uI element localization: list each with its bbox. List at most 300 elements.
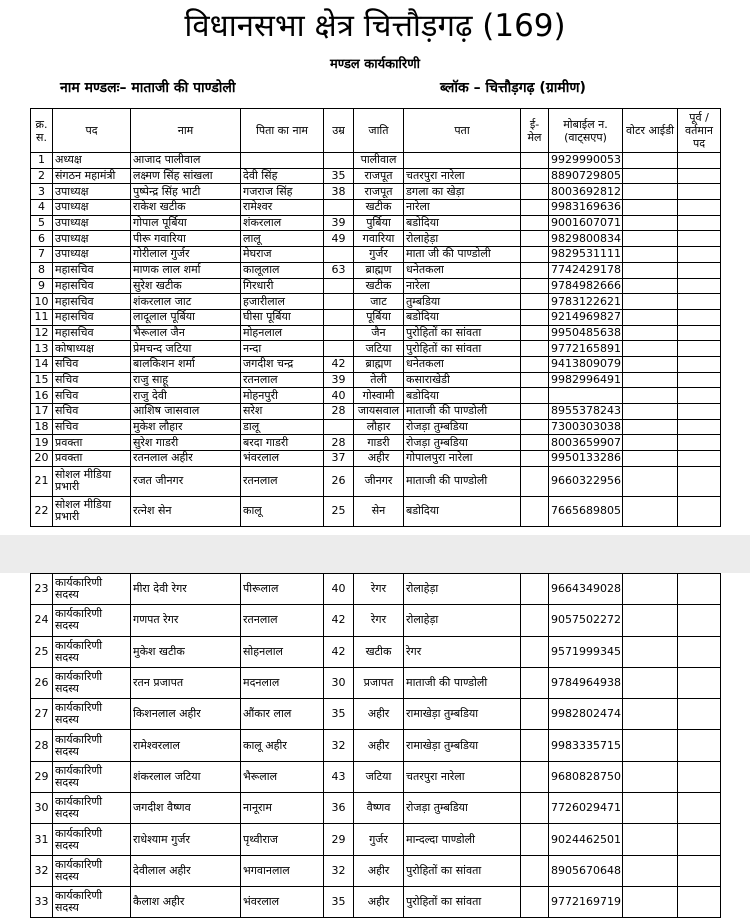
cell-pad: कोषाध्यक्ष — [53, 341, 131, 357]
cell-pad: उपाध्यक्ष — [53, 231, 131, 247]
cell-pita: डालू — [241, 419, 324, 435]
table-row — [31, 404, 721, 420]
cell-voter — [623, 215, 678, 231]
cell-mobile: 9950133286 — [549, 451, 623, 467]
cell-mobile: 9413809079 — [549, 356, 623, 372]
cell-umra — [324, 419, 354, 435]
cell-sno: 16 — [31, 388, 53, 404]
cell-naam: मीरा देवी रेगर — [131, 574, 241, 605]
cell-pita: कालू अहीर — [241, 730, 324, 761]
cell-pata: रोजड़ा तुम्बडिया — [404, 419, 521, 435]
page-subtitle: मण्डल कार्यकारिणी — [330, 57, 420, 72]
cell-purv — [678, 247, 721, 263]
cell-sno: 21 — [31, 466, 53, 496]
cell-purv — [678, 496, 721, 526]
cell-umra — [324, 294, 354, 310]
cell-umra: 39 — [324, 215, 354, 231]
cell-pata: चतरपुरा नारेला — [404, 761, 521, 792]
cell-pata: कसाराखेडी — [404, 372, 521, 388]
cell-umra: 35 — [324, 886, 354, 917]
cell-naam: सुरेश खटीक — [131, 278, 241, 294]
table-row — [31, 231, 721, 247]
table-row — [31, 168, 721, 184]
table-row — [31, 356, 721, 372]
page-title: विधानसभा क्षेत्र चित्तौड़गढ़ (169) — [184, 8, 566, 44]
cell-sno: 20 — [31, 451, 53, 467]
cell-sno: 9 — [31, 278, 53, 294]
cell-sno: 25 — [31, 636, 53, 667]
cell-email — [521, 855, 549, 886]
table-row — [31, 215, 721, 231]
col-jati: जाति — [354, 109, 404, 153]
cell-sno: 6 — [31, 231, 53, 247]
cell-jati: सेन — [354, 496, 404, 526]
cell-umra: 32 — [324, 855, 354, 886]
cell-voter — [623, 388, 678, 404]
cell-mobile: 7726029471 — [549, 793, 623, 824]
cell-pad: कार्यकारिणी सदस्य — [53, 574, 131, 605]
cell-naam: रजत जीनगर — [131, 466, 241, 496]
table-row — [31, 496, 721, 526]
cell-umra — [324, 247, 354, 263]
cell-pad: उपाध्यक्ष — [53, 184, 131, 200]
cell-email — [521, 419, 549, 435]
cell-pita: कालू — [241, 496, 324, 526]
cell-pita: भंवरलाल — [241, 451, 324, 467]
page-break — [0, 535, 750, 573]
cell-mobile: 9660322956 — [549, 466, 623, 496]
cell-mobile: 9950485638 — [549, 325, 623, 341]
cell-pita: कालूलाल — [241, 262, 324, 278]
cell-purv — [678, 730, 721, 761]
table-row — [31, 730, 721, 761]
cell-email — [521, 667, 549, 698]
table-row — [31, 309, 721, 325]
cell-mobile: 9983169636 — [549, 200, 623, 216]
cell-voter — [623, 404, 678, 420]
cell-mobile: 9571999345 — [549, 636, 623, 667]
cell-naam: भैरूलाल जैन — [131, 325, 241, 341]
cell-voter — [623, 294, 678, 310]
cell-jati: जाट — [354, 294, 404, 310]
cell-pita: रतनलाल — [241, 605, 324, 636]
cell-umra: 39 — [324, 372, 354, 388]
cell-voter — [623, 451, 678, 467]
col-naam: नाम — [131, 109, 241, 153]
cell-pita: देवी सिंह — [241, 168, 324, 184]
block-name: ब्लॉक – चित्तौड़गढ़ (ग्रामीण) — [440, 80, 586, 96]
cell-jati: पुर्बिया — [354, 215, 404, 231]
cell-pita: लालू — [241, 231, 324, 247]
cell-email — [521, 168, 549, 184]
cell-mobile: 9664349028 — [549, 574, 623, 605]
cell-umra — [324, 341, 354, 357]
cell-pata: धनेतकला — [404, 356, 521, 372]
cell-naam: प्रेमचन्द जटिया — [131, 341, 241, 357]
cell-pad: कार्यकारिणी सदस्य — [53, 667, 131, 698]
cell-jati: जटिया — [354, 341, 404, 357]
cell-sno: 30 — [31, 793, 53, 824]
cell-jati: गोस्वामी — [354, 388, 404, 404]
cell-jati: अहीर — [354, 730, 404, 761]
cell-jati: जटिया — [354, 761, 404, 792]
cell-email — [521, 341, 549, 357]
cell-mobile: 7742429178 — [549, 262, 623, 278]
cell-jati: जीनगर — [354, 466, 404, 496]
cell-voter — [623, 278, 678, 294]
cell-pita: घीसा पूर्बिया — [241, 309, 324, 325]
cell-umra: 30 — [324, 667, 354, 698]
cell-email — [521, 309, 549, 325]
cell-jati: वैष्णव — [354, 793, 404, 824]
cell-email — [521, 278, 549, 294]
cell-sno: 1 — [31, 153, 53, 169]
cell-pata: रोजड़ा तुम्बडिया — [404, 435, 521, 451]
cell-umra: 35 — [324, 699, 354, 730]
cell-purv — [678, 341, 721, 357]
table-row — [31, 793, 721, 824]
cell-voter — [623, 309, 678, 325]
cell-umra — [324, 278, 354, 294]
cell-purv — [678, 435, 721, 451]
cell-voter — [623, 667, 678, 698]
cell-purv — [678, 466, 721, 496]
cell-purv — [678, 419, 721, 435]
cell-voter — [623, 435, 678, 451]
col-pata: पता — [404, 109, 521, 153]
cell-pata: पुरोहितों का सांवता — [404, 341, 521, 357]
cell-pata: रोलाहेड़ा — [404, 574, 521, 605]
cell-voter — [623, 153, 678, 169]
cell-umra: 25 — [324, 496, 354, 526]
cell-sno: 23 — [31, 574, 53, 605]
cell-pita — [241, 153, 324, 169]
cell-sno: 27 — [31, 699, 53, 730]
cell-jati: प्रजापत — [354, 667, 404, 698]
cell-voter — [623, 262, 678, 278]
cell-voter — [623, 886, 678, 917]
cell-pata: रामाखेड़ा तुम्बडिया — [404, 699, 521, 730]
cell-email — [521, 451, 549, 467]
cell-umra: 38 — [324, 184, 354, 200]
cell-email — [521, 574, 549, 605]
cell-pad: महासचिव — [53, 278, 131, 294]
cell-naam: राकेश खटीक — [131, 200, 241, 216]
cell-jati: रेगर — [354, 605, 404, 636]
cell-mobile: 9024462501 — [549, 824, 623, 855]
cell-pata: पुरोहितों का सांवता — [404, 325, 521, 341]
cell-pad: सचिव — [53, 388, 131, 404]
cell-pita: मेघराज — [241, 247, 324, 263]
cell-voter — [623, 184, 678, 200]
col-email: ई-मेल — [521, 109, 549, 153]
cell-email — [521, 699, 549, 730]
cell-umra: 42 — [324, 605, 354, 636]
cell-purv — [678, 231, 721, 247]
cell-purv — [678, 886, 721, 917]
cell-voter — [623, 466, 678, 496]
cell-sno: 13 — [31, 341, 53, 357]
cell-naam: शंकरलाल जाट — [131, 294, 241, 310]
cell-pita: रतनलाल — [241, 466, 324, 496]
cell-umra: 40 — [324, 574, 354, 605]
cell-naam: सुरेश गाडरी — [131, 435, 241, 451]
cell-pad: महासचिव — [53, 309, 131, 325]
cell-purv — [678, 451, 721, 467]
cell-pita: बरदा गाडरी — [241, 435, 324, 451]
cell-pad: कार्यकारिणी सदस्य — [53, 699, 131, 730]
cell-pita: भंवरलाल — [241, 886, 324, 917]
table-row — [31, 761, 721, 792]
table-row — [31, 388, 721, 404]
cell-email — [521, 761, 549, 792]
cell-pata: पुरोहितों का सांवता — [404, 855, 521, 886]
cell-email — [521, 215, 549, 231]
cell-jati: जैन — [354, 325, 404, 341]
cell-voter — [623, 699, 678, 730]
cell-pita: गजराज सिंह — [241, 184, 324, 200]
cell-pad: सचिव — [53, 419, 131, 435]
cell-pita: गिरधारी — [241, 278, 324, 294]
table-row — [31, 451, 721, 467]
cell-pata: रोलाहेड़ा — [404, 605, 521, 636]
cell-naam: जगदीश वैष्णव — [131, 793, 241, 824]
col-purv: पूर्व / वर्तमान पद — [678, 109, 721, 153]
cell-mobile: 9214969827 — [549, 309, 623, 325]
table-row — [31, 636, 721, 667]
cell-purv — [678, 372, 721, 388]
cell-sno: 32 — [31, 855, 53, 886]
cell-voter — [623, 574, 678, 605]
cell-voter — [623, 372, 678, 388]
cell-naam: गोपाल पूर्बिया — [131, 215, 241, 231]
cell-voter — [623, 341, 678, 357]
cell-voter — [623, 855, 678, 886]
cell-pita: रामेश्वर — [241, 200, 324, 216]
cell-voter — [623, 419, 678, 435]
cell-pita: मोहनलाल — [241, 325, 324, 341]
cell-mobile: 9772165891 — [549, 341, 623, 357]
cell-purv — [678, 824, 721, 855]
cell-pad: उपाध्यक्ष — [53, 200, 131, 216]
cell-voter — [623, 200, 678, 216]
cell-voter — [623, 605, 678, 636]
cell-pata: माताजी की पाण्डोली — [404, 466, 521, 496]
cell-naam: मुकेश खटीक — [131, 636, 241, 667]
cell-pata: रोजड़ा तुम्बडिया — [404, 793, 521, 824]
cell-pad: कार्यकारिणी सदस्य — [53, 730, 131, 761]
cell-sno: 11 — [31, 309, 53, 325]
cell-voter — [623, 496, 678, 526]
cell-pita: नानूराम — [241, 793, 324, 824]
cell-jati: जायसवाल — [354, 404, 404, 420]
cell-pita: सोहनलाल — [241, 636, 324, 667]
cell-sno: 10 — [31, 294, 53, 310]
cell-umra: 40 — [324, 388, 354, 404]
cell-jati: खटीक — [354, 278, 404, 294]
cell-umra: 35 — [324, 168, 354, 184]
cell-mobile: 9929990053 — [549, 153, 623, 169]
cell-pad: कार्यकारिणी सदस्य — [53, 605, 131, 636]
table-row — [31, 153, 721, 169]
cell-mobile: 8955378243 — [549, 404, 623, 420]
table-row — [31, 247, 721, 263]
cell-purv — [678, 294, 721, 310]
cell-email — [521, 793, 549, 824]
cell-purv — [678, 184, 721, 200]
cell-naam: रत्नेश सेन — [131, 496, 241, 526]
cell-email — [521, 231, 549, 247]
cell-sno: 8 — [31, 262, 53, 278]
cell-pad: सचिव — [53, 372, 131, 388]
cell-purv — [678, 309, 721, 325]
col-mobile: मोबाईल न. (वाट्सएप) — [549, 109, 623, 153]
cell-email — [521, 200, 549, 216]
cell-pata: तुम्बडिया — [404, 294, 521, 310]
cell-naam: राजु देवी — [131, 388, 241, 404]
cell-mobile: 9001607071 — [549, 215, 623, 231]
cell-umra: 26 — [324, 466, 354, 496]
cell-pad: महासचिव — [53, 325, 131, 341]
table-row — [31, 574, 721, 605]
cell-mobile: 7300303038 — [549, 419, 623, 435]
cell-purv — [678, 404, 721, 420]
cell-jati: राजपूत — [354, 184, 404, 200]
cell-voter — [623, 247, 678, 263]
cell-purv — [678, 356, 721, 372]
cell-mobile: 9829800834 — [549, 231, 623, 247]
cell-purv — [678, 855, 721, 886]
cell-jati: लौहार — [354, 419, 404, 435]
members-table-part-2 — [30, 573, 721, 918]
cell-pad: कार्यकारिणी सदस्य — [53, 793, 131, 824]
cell-jati: ब्राह्मण — [354, 356, 404, 372]
cell-purv — [678, 153, 721, 169]
cell-purv — [678, 605, 721, 636]
cell-naam: पुष्पेन्द्र सिंह भाटी — [131, 184, 241, 200]
cell-mobile: 8003659907 — [549, 435, 623, 451]
cell-email — [521, 730, 549, 761]
cell-voter — [623, 793, 678, 824]
cell-naam: लादूलाल पूर्बिया — [131, 309, 241, 325]
cell-pata: रोलाहेड़ा — [404, 231, 521, 247]
cell-purv — [678, 699, 721, 730]
cell-pad: उपाध्यक्ष — [53, 247, 131, 263]
cell-purv — [678, 168, 721, 184]
cell-pita: सरेश — [241, 404, 324, 420]
table-row — [31, 435, 721, 451]
cell-pata: माताजी की पाण्डोली — [404, 404, 521, 420]
cell-naam: मुकेश लौहार — [131, 419, 241, 435]
cell-sno: 18 — [31, 419, 53, 435]
cell-pita: पीरूलाल — [241, 574, 324, 605]
cell-sno: 14 — [31, 356, 53, 372]
cell-pad: उपाध्यक्ष — [53, 215, 131, 231]
cell-purv — [678, 215, 721, 231]
cell-pad: प्रवक्ता — [53, 435, 131, 451]
table-row — [31, 325, 721, 341]
cell-naam: रतनलाल अहीर — [131, 451, 241, 467]
cell-sno: 29 — [31, 761, 53, 792]
cell-voter — [623, 824, 678, 855]
cell-umra: 42 — [324, 356, 354, 372]
cell-email — [521, 824, 549, 855]
cell-pita: रतनलाल — [241, 372, 324, 388]
cell-email — [521, 388, 549, 404]
cell-jati: गवारिया — [354, 231, 404, 247]
cell-pata: माताजी की पाण्डोली — [404, 667, 521, 698]
cell-email — [521, 886, 549, 917]
cell-naam: पीरू गवारिया — [131, 231, 241, 247]
cell-mobile: 9829531111 — [549, 247, 623, 263]
cell-umra: 42 — [324, 636, 354, 667]
table-row — [31, 667, 721, 698]
cell-mobile: 9680828750 — [549, 761, 623, 792]
cell-sno: 3 — [31, 184, 53, 200]
cell-sno: 12 — [31, 325, 53, 341]
cell-naam: आजाद पालीवाल — [131, 153, 241, 169]
cell-sno: 28 — [31, 730, 53, 761]
cell-pata: गोपालपुरा नारेला — [404, 451, 521, 467]
table-row — [31, 605, 721, 636]
cell-naam: माणक लाल शर्मा — [131, 262, 241, 278]
cell-email — [521, 153, 549, 169]
cell-sno: 15 — [31, 372, 53, 388]
cell-jati: खटीक — [354, 636, 404, 667]
cell-purv — [678, 388, 721, 404]
cell-jati: अहीर — [354, 699, 404, 730]
cell-pata: नारेला — [404, 278, 521, 294]
cell-naam: लक्ष्मण सिंह सांखला — [131, 168, 241, 184]
cell-jati: पालीवाल — [354, 153, 404, 169]
cell-email — [521, 356, 549, 372]
cell-mobile: 9772169719 — [549, 886, 623, 917]
cell-email — [521, 247, 549, 263]
cell-sno: 5 — [31, 215, 53, 231]
cell-pad: अध्यक्ष — [53, 153, 131, 169]
cell-pita: मोहनपुरी — [241, 388, 324, 404]
table-row — [31, 278, 721, 294]
cell-mobile: 9983335715 — [549, 730, 623, 761]
cell-jati: अहीर — [354, 886, 404, 917]
cell-naam: देवीलाल अहीर — [131, 855, 241, 886]
cell-pad: कार्यकारिणी सदस्य — [53, 636, 131, 667]
table-row — [31, 341, 721, 357]
cell-pata: रामाखेड़ा तुम्बडिया — [404, 730, 521, 761]
cell-pata: पुरोहितों का सांवता — [404, 886, 521, 917]
cell-pad: प्रवक्ता — [53, 451, 131, 467]
cell-umra — [324, 153, 354, 169]
table-row — [31, 886, 721, 917]
cell-pata: बडोदिया — [404, 496, 521, 526]
cell-pata: बडोदिया — [404, 215, 521, 231]
table-row — [31, 184, 721, 200]
cell-sno: 26 — [31, 667, 53, 698]
cell-sno: 33 — [31, 886, 53, 917]
cell-pita: औंकार लाल — [241, 699, 324, 730]
cell-email — [521, 466, 549, 496]
cell-email — [521, 325, 549, 341]
cell-umra — [324, 200, 354, 216]
cell-mobile: 7665689805 — [549, 496, 623, 526]
col-umra: उम्र — [324, 109, 354, 153]
cell-purv — [678, 636, 721, 667]
cell-mobile: 8890729805 — [549, 168, 623, 184]
cell-pita: हजारीलाल — [241, 294, 324, 310]
cell-mobile: 9057502272 — [549, 605, 623, 636]
cell-jati: अहीर — [354, 451, 404, 467]
table-row — [31, 855, 721, 886]
